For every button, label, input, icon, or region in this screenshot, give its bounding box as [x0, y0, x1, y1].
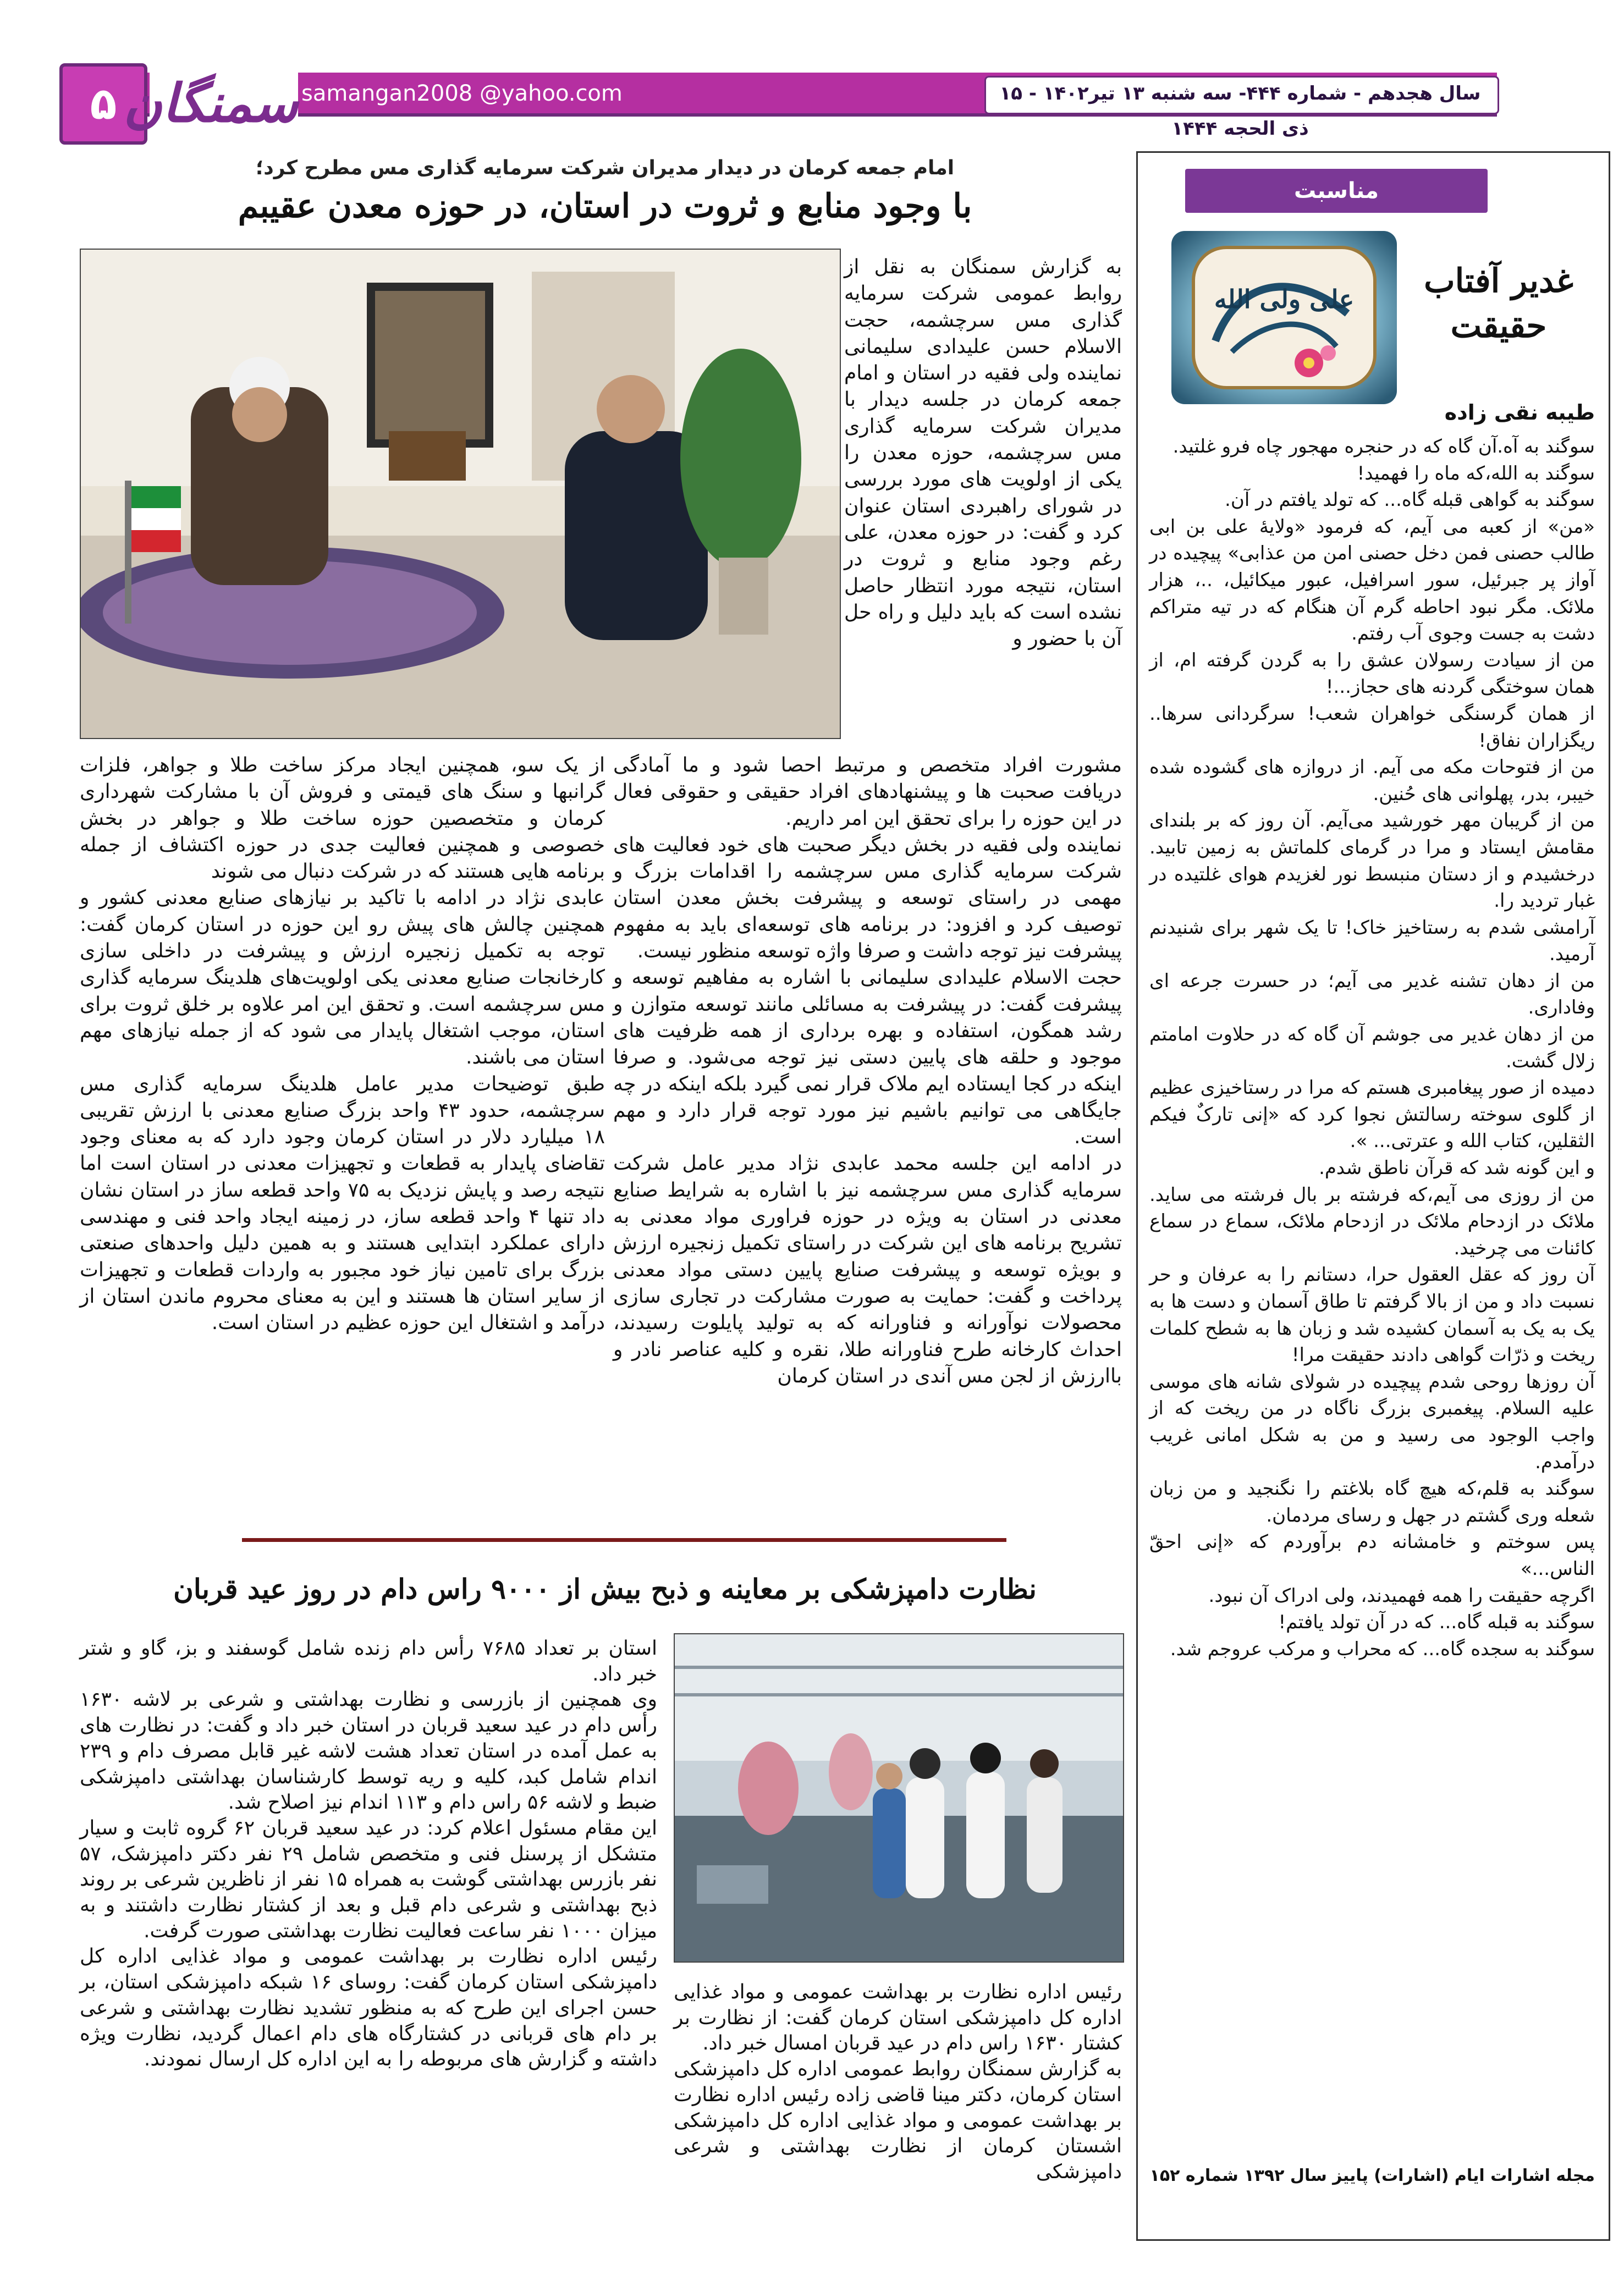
poem-line: پس سوختم و خامشانه دم برآوردم که «إنی احقّ الناس...» — [1149, 1531, 1595, 1580]
poem-line: سوگند به سجده گاه... که محراب و مرکب عروجم شد. — [1170, 1638, 1595, 1660]
article1-paragraph: طبق توضیحات مدیر عامل هلدینگ سرمایه گذاری مس سرچشمه، حدود ۴۳ واحد بزرگ صنایع معدنی با ارزش تقریبی ۱۸ میلیارد دلار در استان کرمان وجود دارد که به معنای وجود تقاضای پایدار به قطعات و تجهیزات معدنی در استان است اما نتیجه رصد و پایش نزدیک به ۷۵ واحد قطعه ساز در استان نشان داد تنها ۴ واحد قطعه ساز، در زمینه ایجاد واحد فنی و مهندسی دارای عملکرد ابتدایی هستند و به همین دلیل واحدهای صنعتی بزرگ برای تامین نیاز خود مجبور به واردات قطعات و تجهیزات از سایر استان ها هستند و این به معنای محروم ماندن استان از درآمد و اشتغال این حوزه عظیم در استان است. — [80, 1072, 605, 1335]
poem-line: و این گونه شد که قرآن ناطق شدم. — [1319, 1157, 1595, 1180]
article1-paragraph: عابدی نژاد در ادامه با تاکید بر نیازهای صنایع معدنی کشور و همچنین چالش های پیش رو این حوزه در استان کرمان گفت: توجه به تکمیل زنجیره ارزش و پیشرفت در داخلی سازی کارخانجات صنایع معدنی یکی اولویت‌های هلدینگ سرمایه گذاری مس سرچشمه است. و تحقق این امر علاوه بر خلق ثروت برای استان، موجب اشتغال پایدار می شود که از جمله نیازهای مهم استان می باشند. — [80, 886, 605, 1069]
poem-body — [1149, 433, 1595, 1662]
article1-column-c — [80, 752, 605, 1337]
poem-line: سوگند به قبله گاه... که در آن تولد یافتم! — [1278, 1611, 1595, 1634]
article1-column-a: به گزارش سمنگان به نقل از روابط عمومی شرکت سرمایه گذاری مس سرچشمه، حجت الاسلام حسن علیدادی سلیمانی نماینده ولی فقیه در استان و امام جمعه کرمان در جلسه دیدار با مدیران شرکت سرمایه گذاری مس سرچشمه، حوزه معدن را یکی از اولویت های مورد بررسی در شورای راهبردی استان عنوان کرد و گفت: در حوزه معدن، علی رغم وجود منابع و ثروت در استان، نتیجه مورد انتظار حاصل نشده است که باید دلیل و راه حل آن با حضور و — [844, 256, 1122, 651]
article2-paragraph: این مقام مسئول اعلام کرد: در عید سعید قربان ۶۲ گروه ثابت و سیار متشکل از پرسنل فنی و متخصص شامل ۲۹ نفر دکتر دامپزشک، ۵۷ نفر بازرس بهداشتی گوشت به همراه ۱۵ نفر از ناظرین شرعی بر روند ذبح بهداشتی و شرعی دام قبل و بعد از کشتار نظارت داشتند و به میزان ۱۰۰۰ نفر ساعت فعالیت نظارت بهداشتی صورت گرفت. — [80, 1816, 657, 1942]
slaughterhouse-photo — [674, 1633, 1124, 1963]
poem-source: مجله اشارات ایام (اشارات) پاییز سال ۱۳۹۲ شماره ۱۵۲ — [1149, 2166, 1595, 2185]
page-number: ۵ — [90, 78, 117, 129]
poem-line: من از روزی می آیم،که فرشته بر بال فرشته می ساید. ملائک در ازدحام ملائک در ازدحام ملائک، سماع در سماع کائنات می چرخید. — [1149, 1183, 1595, 1259]
calligraphy-art — [1171, 231, 1397, 404]
poem-line: سوگند به قلم،که هیچ گاه بلاغتم را نگنجید و من زبان شعله وری گشتم در جهل و رسای مردمان. — [1149, 1478, 1595, 1527]
article1-paragraph: در ادامه این جلسه محمد عابدی نژاد مدیر عامل شرکت سرمایه گذاری مس سرچشمه نیز با اشاره به شرایط صنایع معدنی در استان به ویژه در حوزه فراوری مواد معدنی به تشریح برنامه های این شرکت در راستای تکمیل زنجیره ارزش و بویژه توسعه و پیشرفت صنایع پایین دستی مواد معدنی پرداخت و گفت: حمایت به صورت مشارکت در تجاری سازی محصولات نوآورانه و فناورانه که به تولید پایلوت رسیدند، احداث کارخانه طرح فناورانه طلا، نقره و کلیه عناصر نادر و باارزش از لجن مس آندی در استان کرمان — [613, 1152, 1122, 1387]
ghadir-calligraphy-image — [1171, 231, 1397, 404]
poem-line: آن روز که عقل العقول حرا، دستانم را به عرفان و حر نسبت داد و من از بالا گرفتم تا طاق آسمان و دست ها به یک به یک به آسمان کشیده شد و زبان ها به شطح کلمات ریخت و ذرّات گواهی دادند حقیقت مرا! — [1149, 1264, 1595, 1367]
poem-line: دمیده از صور پیغامبری هستم که مرا در رستاخیزی عظیم از گلوی سوخته رسالتش نجوا کرد که «إنی تارکٌ فیکم الثقلین، کتاب الله و عترتی... ». — [1149, 1077, 1595, 1153]
newspaper-logo: سمنگان — [123, 72, 298, 134]
article2-column-e — [80, 1636, 657, 2073]
article1-paragraph: نماینده ولی فقیه در بخش دیگر صحبت های خود فعالیت های شرکت سرمایه گذاری مس سرچشمه را اقدامات بزرگ و مهمی در راستای توسعه و پیشرفت بخش معدن استان توصیف کرد و افزود: در برنامه های توسعه‌ای باید به مفهوم پیشرفت نیز توجه داشت و صرفا واژه توسعه منظور نیست. — [613, 833, 1122, 963]
article1-paragraph: از یک سو، همچنین ایجاد مرکز ساخت طلا و جواهر، فلزات گرانبها و سنگ های قیمتی و فروش آن با مشارکت شهرداری کرمان و متخصصین حوزه ساخت طلا و جواهر در بخش خصوصی و همچنین فعالیت جدی در حوزه اکتشاف از جمله برنامه هایی هستند که در شرکت دنبال می شوند — [80, 754, 605, 883]
poem-line: من از گریبان مهر خورشید می‌آیم. آن روز که بر بلندای مقامش ایستاد و مرا در گرمای کلماتش به زمین تابید. درخشیدم و از دستان منبسط نور لغزیدم هوای غلتیده در غبار تردید را. — [1149, 809, 1595, 912]
article2-paragraph: به گزارش سمنگان روابط عمومی اداره کل دامپزشکی استان کرمان، دکتر مینا قاضی زاده رئیس اداره نظارت بر بهداشت عمومی و مواد غذایی اداره کل دامپزشکی اشستان کرمان از نظارت بهداشتی و شرعی دامپزشکی — [674, 2058, 1122, 2183]
article1-paragraph: حجت الاسلام علیدادی سلیمانی با اشاره به مفاهیم توسعه و پیشرفت گفت: در پیشرفت به مسائلی مانند توسعه متوازن و رشد همگون، استفاده و بهره برداری از همه ظرفیت های موجود و حلقه های پایین دستی نیز توجه می‌شود. و صرفا اینکه در کجا ایستاده ایم ملاک قرار نمی گیرد بلکه اینکه در چه جایگاهی می توانیم باشیم نیز مورد توجه قرار دارد و مهم است. — [613, 966, 1122, 1149]
article1-kicker: امام جمعه کرمان در دیدار مدیران شرکت سرمایه گذاری مس مطرح کرد؛ — [255, 157, 955, 179]
poem-line: من از سیادت رسولان عشق را به گردن گرفته ام، از همان سوختگی گردنه های حجاز...! — [1149, 649, 1595, 698]
meeting-photo — [80, 249, 841, 739]
poem-line: سوگند به الله،که ماه را فهمید! — [1357, 462, 1595, 484]
poem-author: طیبه نقی زاده — [1444, 400, 1595, 425]
slaughterhouse-illustration — [675, 1634, 1123, 1962]
article-separator — [242, 1538, 1006, 1542]
poem-line: من از دهان تشنه غدیر می آیم؛ در حسرت جرعه ای وفاداری. — [1149, 969, 1595, 1019]
poem-line: اگرچه حقیقت را همه فهمیدند، ولی ادراک آن نبود. — [1208, 1584, 1595, 1607]
article2-headline: نظارت دامپزشکی بر معاینه و ذبح بیش از ۹۰۰۰ راس دام در روز عید قربان — [173, 1573, 1037, 1605]
section-label: مناسبت — [1185, 169, 1488, 213]
poem-line: آرامشی شدم به رستاخیز خاک! تا یک شهر برای شنیدنم آرمید. — [1149, 916, 1595, 966]
poem-line: سوگند به آه.آن گاه که در حنجره مهجور چاه فرو غلتید. — [1172, 436, 1595, 458]
article2-paragraph: رئیس اداره نظارت بر بهداشت عمومی و مواد غذایی اداره کل دامپزشکی استان کرمان گفت: از نظارت بر کشتار ۱۶۳۰ راس دام در عید قربان امسال خبر داد. — [674, 1981, 1122, 2055]
contact-email[interactable]: samangan2008 @yahoo.com — [301, 81, 623, 106]
article2-paragraph: استان بر تعداد ۷۶۸۵ رأس دام زنده شامل گوسفند و بز، گاو و شتر خبر داد. — [80, 1637, 657, 1685]
calligraphy-text: علی ولی الله — [1214, 284, 1355, 314]
poem-line: سوگند به گواهی قبله گاه... که تولد یافتم در آن. — [1225, 489, 1595, 511]
meeting-photo-illustration — [81, 250, 840, 738]
poem-line: از همان گرسنگی خواهران شعب! سرگردانی سرها.. ریگزاران نفاق! — [1149, 702, 1595, 752]
article2-column-d — [674, 1980, 1122, 2185]
article2-paragraph: رئیس اداره نظارت بر بهداشت عمومی و مواد غذایی اداره کل دامپزشکی استان کرمان گفت: روسای ۱۶ شبکه دامپزشکی استان، بر حسن اجرای این طرح که به منظور تشدید نظارت بهداشتی و شرعی بر دام های قربانی در کشتارگاه های دام اعمال گردید، نظارت ویژه داشته و گزارش های مربوطه را به این اداره کل ارسال نمودند. — [80, 1945, 657, 2071]
poem-title: غدیر آفتاب حقیقت — [1424, 262, 1573, 345]
poem-line: من از فتوحات مکه می آیم. از دروازه های گشوده شده خیبر، بدر، پهلوانی های حُنین. — [1149, 756, 1595, 805]
poem-line: من از دهان غدیر می جوشم آن گاه که در حلاوت امامتم زلال گشت. — [1149, 1023, 1595, 1072]
poem-line: آن روزها روحی شدم پیچیده در شولای شانه های موسی علیه السلام. پیغمبری بزرگ ناگاه در من ریخت که از واجب الوجود می رسید و من به شکل امانی غریب درآمدم. — [1149, 1370, 1595, 1473]
article1-paragraph: مشورت افراد متخصص و مرتبط احصا شود و ما آمادگی دریافت صحبت ها و پیشنهادهای افراد حقیقی و حقوقی فعال در این حوزه را برای تحقق این امر داریم. — [613, 754, 1122, 830]
poem-line: «من» از کعبه می آیم، که فرمود «ولایهٔ علی بن ابی طالب حصنی فمن دخل حصنی امن من عذابی» پیچیده در آواز پر جبرئیل، سور اسرافیل، عبور میکائیل، ..، هزار ملائک. مگر نبود احاطه گرم آن هنگام که در تیه متراکم دشت به جست وجوی آب رفتم. — [1149, 515, 1595, 645]
article1-column-b — [613, 752, 1122, 1390]
article1-headline: با وجود منابع و ثروت در استان، در حوزه معدن عقیبم — [238, 187, 972, 225]
issue-info: سال هجدهم - شماره ۴۴۴- سه شنبه ۱۳ تیر۱۴۰۲ - ۱۵ ذی الحجه ۱۴۴۴ — [999, 82, 1481, 140]
article2-paragraph: وی همچنین از بازرسی و نظارت بهداشتی و شرعی بر لاشه ۱۶۳۰ رأس دام در عید سعید قربان در استان خبر داد و گفت: در نظارت های به عمل آمده در استان تعداد هشت لاشه غیر قابل مصرف دام و ۲۳۹ اندام شامل کبد، کلیه و ریه توسط کارشناسان بهداشتی دامپزشکی ضبط و لاشه ۵۶ راس دام و ۱۱۳ اندام نیز اصلاح شد. — [80, 1688, 657, 1814]
